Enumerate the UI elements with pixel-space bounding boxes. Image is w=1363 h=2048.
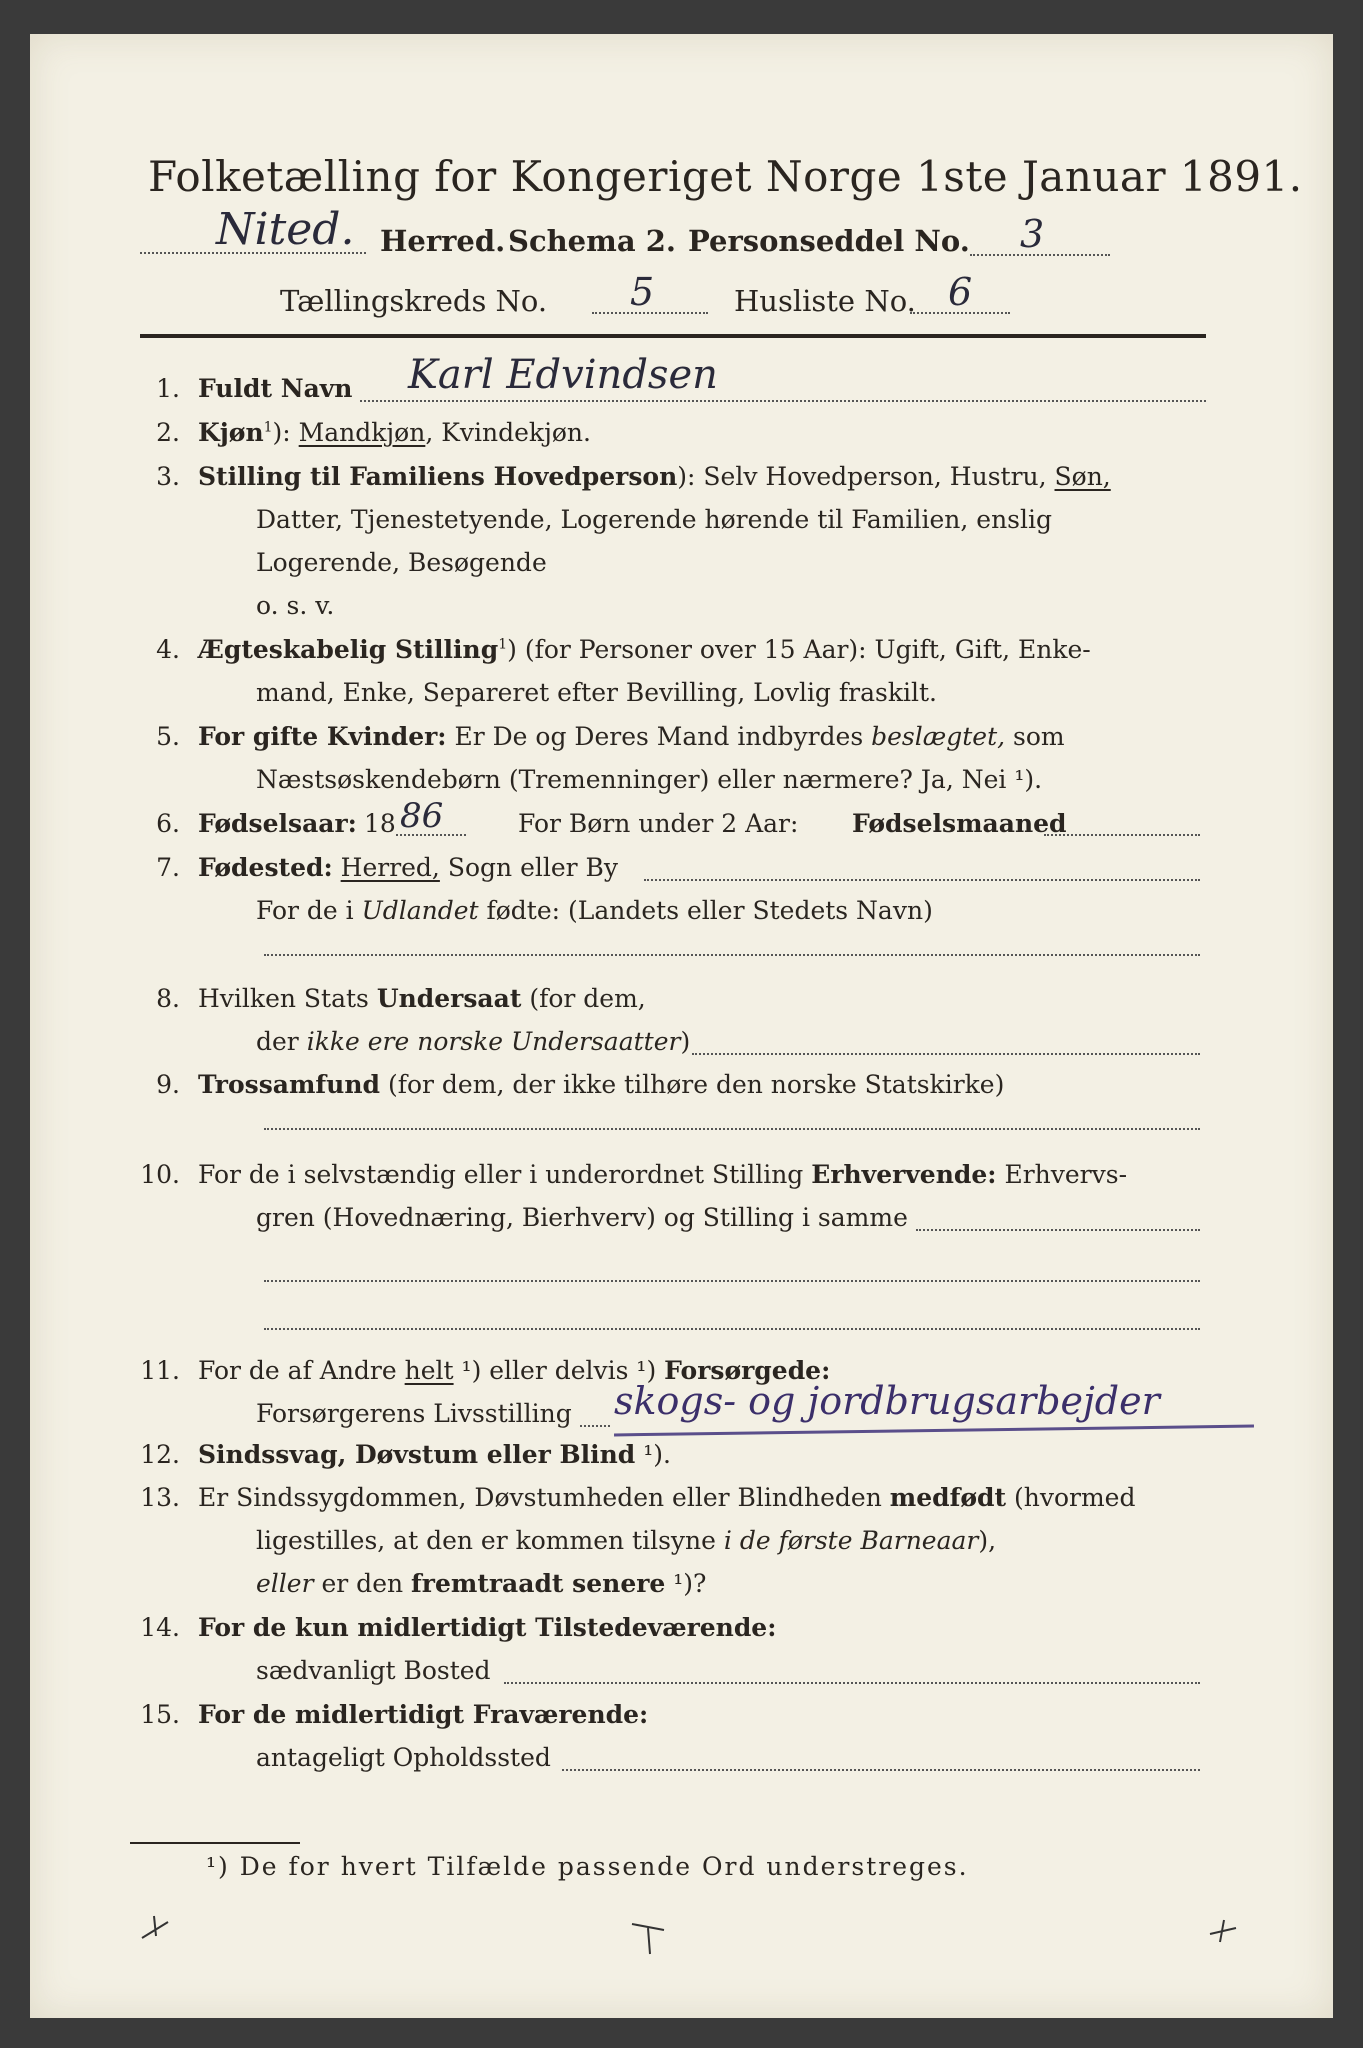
- q6-year-handwritten: 86: [400, 796, 444, 836]
- q13-line1: Er Sindssygdommen, Døvstumheden eller Blindheden medfødt (hvormed: [198, 1483, 1136, 1512]
- q6-month-dots: [1044, 834, 1200, 836]
- q11-dots: [580, 1425, 610, 1427]
- schema-label: Schema 2.: [508, 224, 676, 258]
- corner-mark-left-icon: [140, 1912, 170, 1942]
- q11-occupation-handwritten: skogs- og jordbrugsarbejder: [614, 1379, 1160, 1423]
- husliste-label: Husliste No.: [734, 284, 916, 318]
- q2-number: 2.: [156, 418, 180, 447]
- q3-son-underlined: Søn,: [1054, 462, 1111, 491]
- q11-occupation-underline: [614, 1425, 1254, 1437]
- herred-label: Herred.: [380, 224, 506, 258]
- herred-name-handwritten: Nited.: [216, 204, 355, 255]
- q7-line1: Fødested: Herred, Sogn eller By: [198, 853, 619, 882]
- q10-dots-a: [916, 1229, 1200, 1231]
- q7-herred-underlined: Herred,: [340, 853, 440, 882]
- q9-number: 9.: [156, 1070, 180, 1099]
- q10-dots-b: [264, 1280, 1200, 1282]
- taellingskreds-label: Tællingskreds No.: [280, 284, 548, 318]
- taellingskreds-number: 5: [630, 270, 655, 314]
- q12-number: 12.: [140, 1440, 180, 1469]
- q9-line1: Trossamfund (for dem, der ikke tilhøre den norske Statskirke): [198, 1070, 1005, 1099]
- q2-line: Kjøn$^1$): Mandkjøn, Kvindekjøn.: [198, 418, 591, 447]
- q8-line1: Hvilken Stats Undersaat (for dem,: [198, 984, 646, 1013]
- q10-number: 10.: [140, 1160, 180, 1189]
- header-rule: [140, 334, 1206, 338]
- q7-line2: For de i Udlandet fødte: (Landets eller Stedets Navn): [256, 896, 933, 925]
- q3-number: 3.: [156, 462, 180, 491]
- q10-line1: For de i selvstændig eller i underordnet Stilling Erhvervende: Erhvervs-: [198, 1160, 1128, 1189]
- husliste-number: 6: [948, 270, 973, 314]
- q14-label: For de kun midlertidigt Tilstedeværende:: [198, 1613, 777, 1642]
- q10-line2: gren (Hovednæring, Bierhverv) og Stilling i samme: [256, 1203, 908, 1232]
- q7-dots: [644, 879, 1200, 881]
- q5-line2: Næstsøskendebørn (Tremenninger) eller nærmere? Ja, Nei ¹).: [256, 765, 1043, 794]
- q15-label: For de midlertidigt Fraværende:: [198, 1700, 649, 1729]
- q2-mandkjon-underlined: Mandkjøn: [298, 418, 426, 447]
- q14-dots: [504, 1682, 1200, 1684]
- q11-number: 11.: [140, 1356, 180, 1385]
- q6-label2: Fødselsmaaned: [852, 809, 1067, 838]
- census-form-page: [30, 34, 1333, 2018]
- q11-line1: For de af Andre helt ¹) eller delvis ¹) Forsørgede:: [198, 1356, 831, 1385]
- q14-number: 14.: [140, 1613, 180, 1642]
- q13-number: 13.: [140, 1483, 180, 1512]
- q15-dots: [562, 1769, 1200, 1771]
- q13-line3: eller er den fremtraadt senere ¹)?: [256, 1569, 707, 1598]
- q8-line2: der ikke ere norske Undersaatter): [256, 1027, 691, 1056]
- q1-name-handwritten: Karl Edvindsen: [408, 352, 718, 398]
- q3-line1: Stilling til Familiens Hovedperson): Selv Hovedperson, Hustru, Søn,: [198, 462, 1111, 491]
- corner-mark-center-icon: [630, 1920, 666, 1956]
- q3-line4: o. s. v.: [256, 591, 335, 620]
- form-title: Folketælling for Kongeriget Norge 1ste Januar 1891.: [148, 152, 1303, 201]
- q3-line2: Datter, Tjenestetyende, Logerende hørende til Familien, enslig: [256, 505, 1053, 534]
- q6-number: 6.: [156, 809, 180, 838]
- q8-number: 8.: [156, 984, 180, 1013]
- q14-line2: sædvanligt Bosted: [256, 1656, 491, 1685]
- q6-year-prefix: 18: [364, 809, 396, 838]
- q1-number: 1.: [156, 374, 180, 403]
- q15-number: 15.: [140, 1700, 180, 1729]
- q1-dots: [360, 400, 1206, 402]
- q9-dots: [264, 1128, 1200, 1130]
- footnote: ¹) De for hvert Tilfælde passende Ord understreges.: [206, 1852, 969, 1881]
- q7-line3-dots: [264, 954, 1200, 956]
- q4-line2: mand, Enke, Separeret efter Bevilling, Lovlig fraskilt.: [256, 678, 937, 707]
- q3-line3: Logerende, Besøgende: [256, 548, 547, 577]
- q5-number: 5.: [156, 722, 180, 751]
- q1-label: Fuldt Navn: [198, 374, 353, 403]
- q6-label: Fødselsaar:: [198, 809, 357, 838]
- q13-line2: ligestilles, at den er kommen tilsyne i de første Barneaar),: [256, 1526, 997, 1555]
- footnote-rule: [130, 1842, 300, 1844]
- q11-line2: Forsørgerens Livsstilling: [256, 1399, 572, 1428]
- q10-dots-c: [264, 1328, 1200, 1330]
- personseddel-label: Personseddel No.: [688, 224, 970, 258]
- personseddel-number: 3: [1020, 212, 1045, 256]
- q11-helt-underlined: helt: [404, 1356, 454, 1385]
- corner-mark-right-icon: [1208, 1914, 1238, 1944]
- q8-dots: [692, 1053, 1200, 1055]
- q5-line1: For gifte Kvinder: Er De og Deres Mand indbyrdes beslægtet, som: [198, 722, 1065, 751]
- q15-line2: antageligt Opholdssted: [256, 1743, 551, 1772]
- q6-mid: For Børn under 2 Aar:: [518, 809, 799, 838]
- q12-line1: Sindssvag, Døvstum eller Blind ¹).: [198, 1440, 671, 1469]
- q4-number: 4.: [156, 635, 180, 664]
- q4-line1: Ægteskabelig Stilling$^1$) (for Personer over 15 Aar): Ugift, Gift, Enke-: [198, 635, 1091, 664]
- q7-number: 7.: [156, 853, 180, 882]
